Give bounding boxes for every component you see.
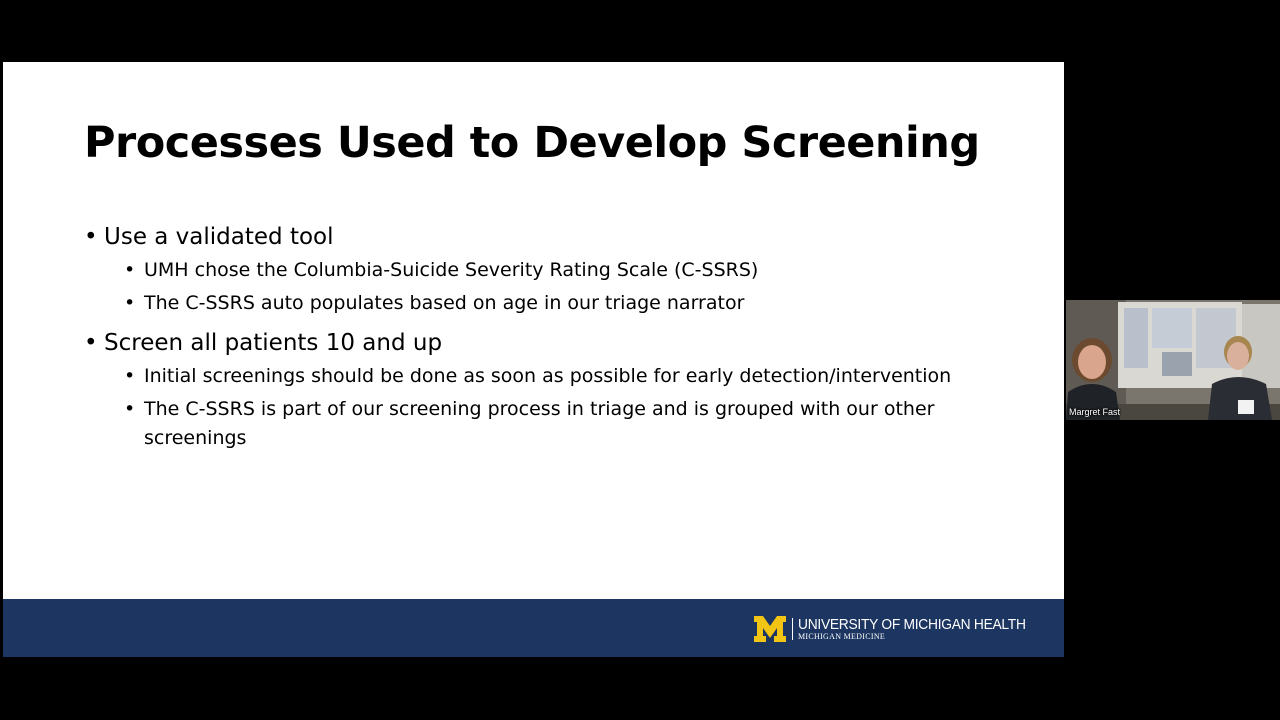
bullet-dot: • — [124, 365, 136, 387]
shared-slide — [3, 62, 1064, 657]
sub-bullet-text: The C-SSRS auto populates based on age in our triage narrator — [144, 292, 745, 314]
slide-title: Processes Used to Develop Screening — [84, 118, 980, 168]
sub-bullet-item — [84, 362, 1004, 391]
block-m-logo-icon — [753, 616, 787, 642]
bullet-list — [84, 222, 1004, 457]
bullet-dot: • — [124, 292, 136, 314]
bullet-text: Screen all patients 10 and up — [104, 330, 443, 356]
bullet-item — [84, 222, 1004, 252]
bullet-text: Use a validated tool — [104, 224, 334, 250]
sub-bullet-text: UMH chose the Columbia-Suicide Severity Rating Scale (C-SSRS) — [144, 259, 759, 281]
bullet-dot: • — [84, 224, 98, 250]
slide-footer-bar — [3, 599, 1064, 657]
participant-name-label: Margret Fast — [1069, 407, 1121, 417]
sub-bullet-item — [84, 289, 1004, 318]
org-name: UNIVERSITY OF MICHIGAN HEALTH — [798, 616, 1026, 633]
university-logo — [753, 616, 1045, 642]
sub-bullet-text: Initial screenings should be done as soon as possible for early detection/intervention — [144, 365, 952, 387]
participant-video-feed — [1066, 300, 1280, 420]
sub-bullet-item — [84, 256, 1004, 285]
bullet-dot: • — [84, 330, 98, 356]
participant-video-tile[interactable] — [1066, 300, 1280, 420]
logo-wordmark — [798, 617, 1045, 641]
bullet-dot: • — [124, 398, 136, 420]
logo-divider — [792, 618, 793, 640]
bullet-dot: • — [124, 259, 136, 281]
org-subname: MICHIGAN MEDICINE — [798, 632, 886, 641]
sub-bullet-item — [84, 395, 1004, 453]
sub-bullet-text: The C-SSRS is part of our screening process in triage and is grouped with our other screenings — [144, 398, 935, 449]
bullet-item — [84, 328, 1004, 358]
